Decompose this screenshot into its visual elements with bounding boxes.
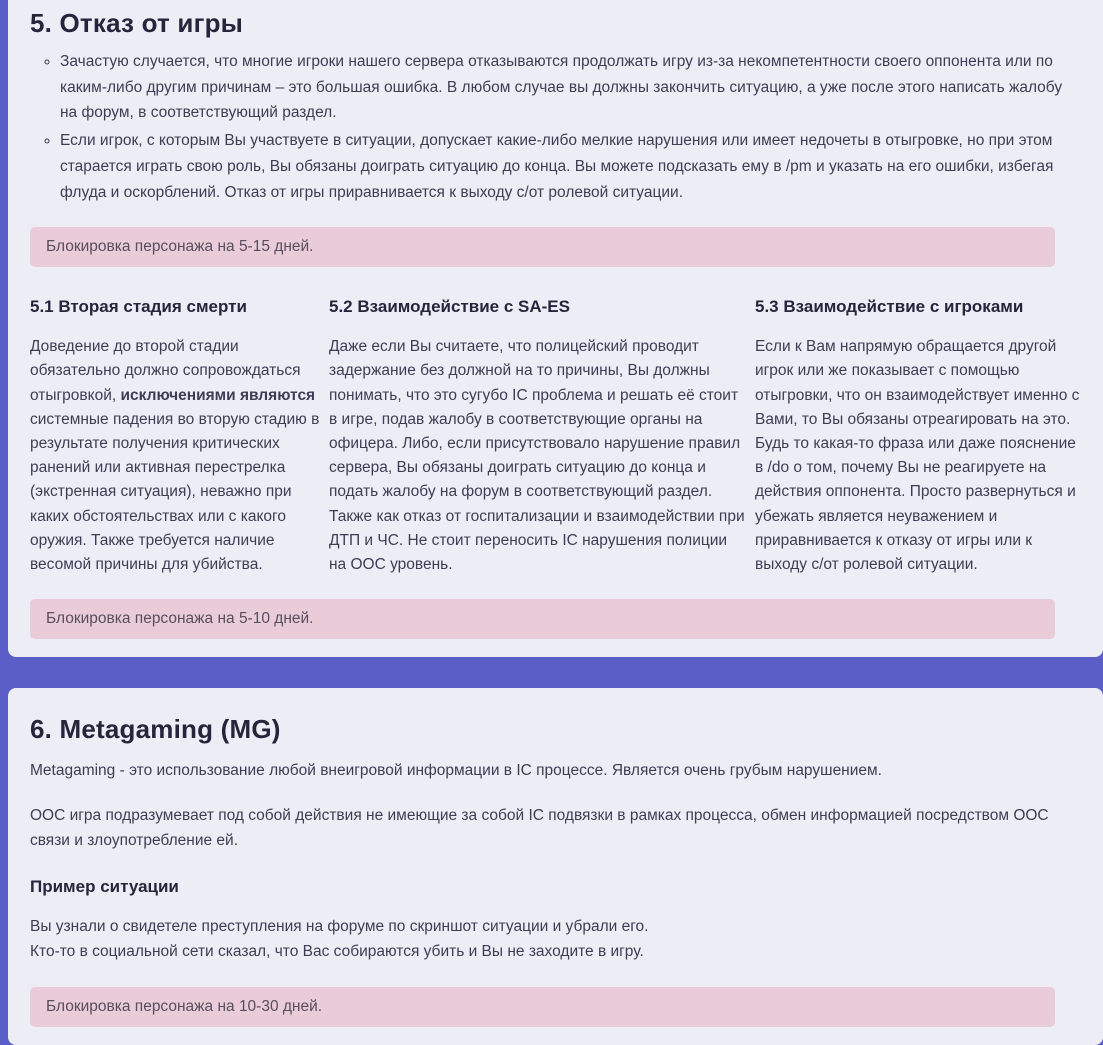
section-6-card — [8, 688, 1103, 1045]
subsection-5-1-title: 5.1 Вторая стадия смерти — [30, 297, 247, 317]
subsection-5-3-title: 5.3 Взаимодействие с игроками — [755, 297, 1024, 317]
subsection-5-3 — [755, 297, 1087, 577]
rule-list-item: ◦ Если игрок, с которым Вы участвуете в ситуации, допускает какие-либо мелкие нарушения или имеет недочеты в отыгровке, но при этом старается играть свою роль, Вы обязаны доиграть ситуацию до конца. Вы можете подсказать ему в /pm и указать на его ошибки, избегая флуда и оскорблений. Отказ от игры приравнивается к выходу с/от ролевой ситуации. — [60, 128, 1081, 205]
text-fragment: Доведение до второй стадии обязательно должно сопровождаться отыгровкой, — [30, 338, 301, 404]
subsection-5-2-title: 5.2 Взаимодействие с SA-ES — [329, 297, 570, 317]
subsection-5-1 — [30, 297, 320, 577]
subsection-5-2 — [329, 297, 746, 577]
example-line: Кто-то в социальной сети сказал, что Вас собираются убить и Вы не заходите в игру. — [30, 943, 644, 961]
penalty-alert: Блокировка персонажа на 5-10 дней. — [30, 599, 1055, 639]
rule-list-item: ◦ Зачастую случается, что многие игроки нашего сервера отказываются продолжать игру из-за некомпетентности своего оппонента или по каким-либо другим причинам – это большая ошибка. В любом случае вы должны закончить ситуацию, а уже после этого написать жалобу на форум, в соответствующий раздел. — [60, 49, 1081, 126]
penalty-alert: Блокировка персонажа на 10-30 дней. — [30, 987, 1055, 1027]
penalty-alert: Блокировка персонажа на 5-15 дней. — [30, 227, 1055, 267]
example-lines — [22, 915, 1095, 965]
section-5-card — [8, 0, 1103, 657]
section-5-subsections — [22, 267, 1095, 577]
example-line: Вы узнали о свидетеле преступления на форуме по скриншот ситуации и убрали его. — [30, 918, 649, 936]
section-6-intro: Metagaming - это использование любой внеигровой информации в IC процессе. Является очень грубым нарушением. — [30, 762, 882, 780]
subsection-5-1-text — [30, 335, 320, 577]
subsection-5-2-text: Даже если Вы считаете, что полицейский проводит задержание без должной на то причины, Вы должны понимать, что это сугубо IC проблема и решать её стоит в игре, подав жалобу в соответствующие органы на офицера. Либо, если присутствовало нарушение правил сервера, Вы обязаны доиграть ситуацию до конца и подать жалобу на форум в соответствующий раздел. Также как отказ от госпитализации и взаимодействии при ДТП и ЧС. Не стоит переносить IC нарушения полиции на OOC уровень. — [329, 338, 745, 573]
example-heading: Пример ситуации — [30, 877, 179, 897]
section-5-rule-list — [22, 49, 1095, 205]
subsection-5-3-text: Если к Вам напрямую обращается другой игрок или же показывает с помощью отыгровки, что он взаимодействует именно с Вами, то Вы обязаны отреагировать на это. Будь то какая-то фраза или даже пояснение в /do о том, почему Вы не реагируете на действия оппонента. Просто развернуться и убежать является неуважением и приравнивается к отказу от игры или к выходу с/от ролевой ситуации. — [755, 338, 1080, 573]
section-6-title: 6. Metagaming (MG) — [30, 714, 281, 745]
bold-text-fragment: исключениями являются — [120, 386, 316, 404]
section-6-definition: OOC игра подразумевает под собой действия не имеющие за собой IC подвязки в рамках процесса, обмен информацией посредством OOC связи и злоупотребление ей. — [30, 806, 1049, 849]
section-5-title: 5. Отказ от игры — [30, 8, 244, 38]
text-fragment: системные падения во вторую стадию в результате получения критических ранений или активная перестрелка (экстренная ситуация), неважно при каких обстоятельствах или с какого оружия. Также требуется наличие весомой причины для убийства. — [30, 410, 320, 573]
